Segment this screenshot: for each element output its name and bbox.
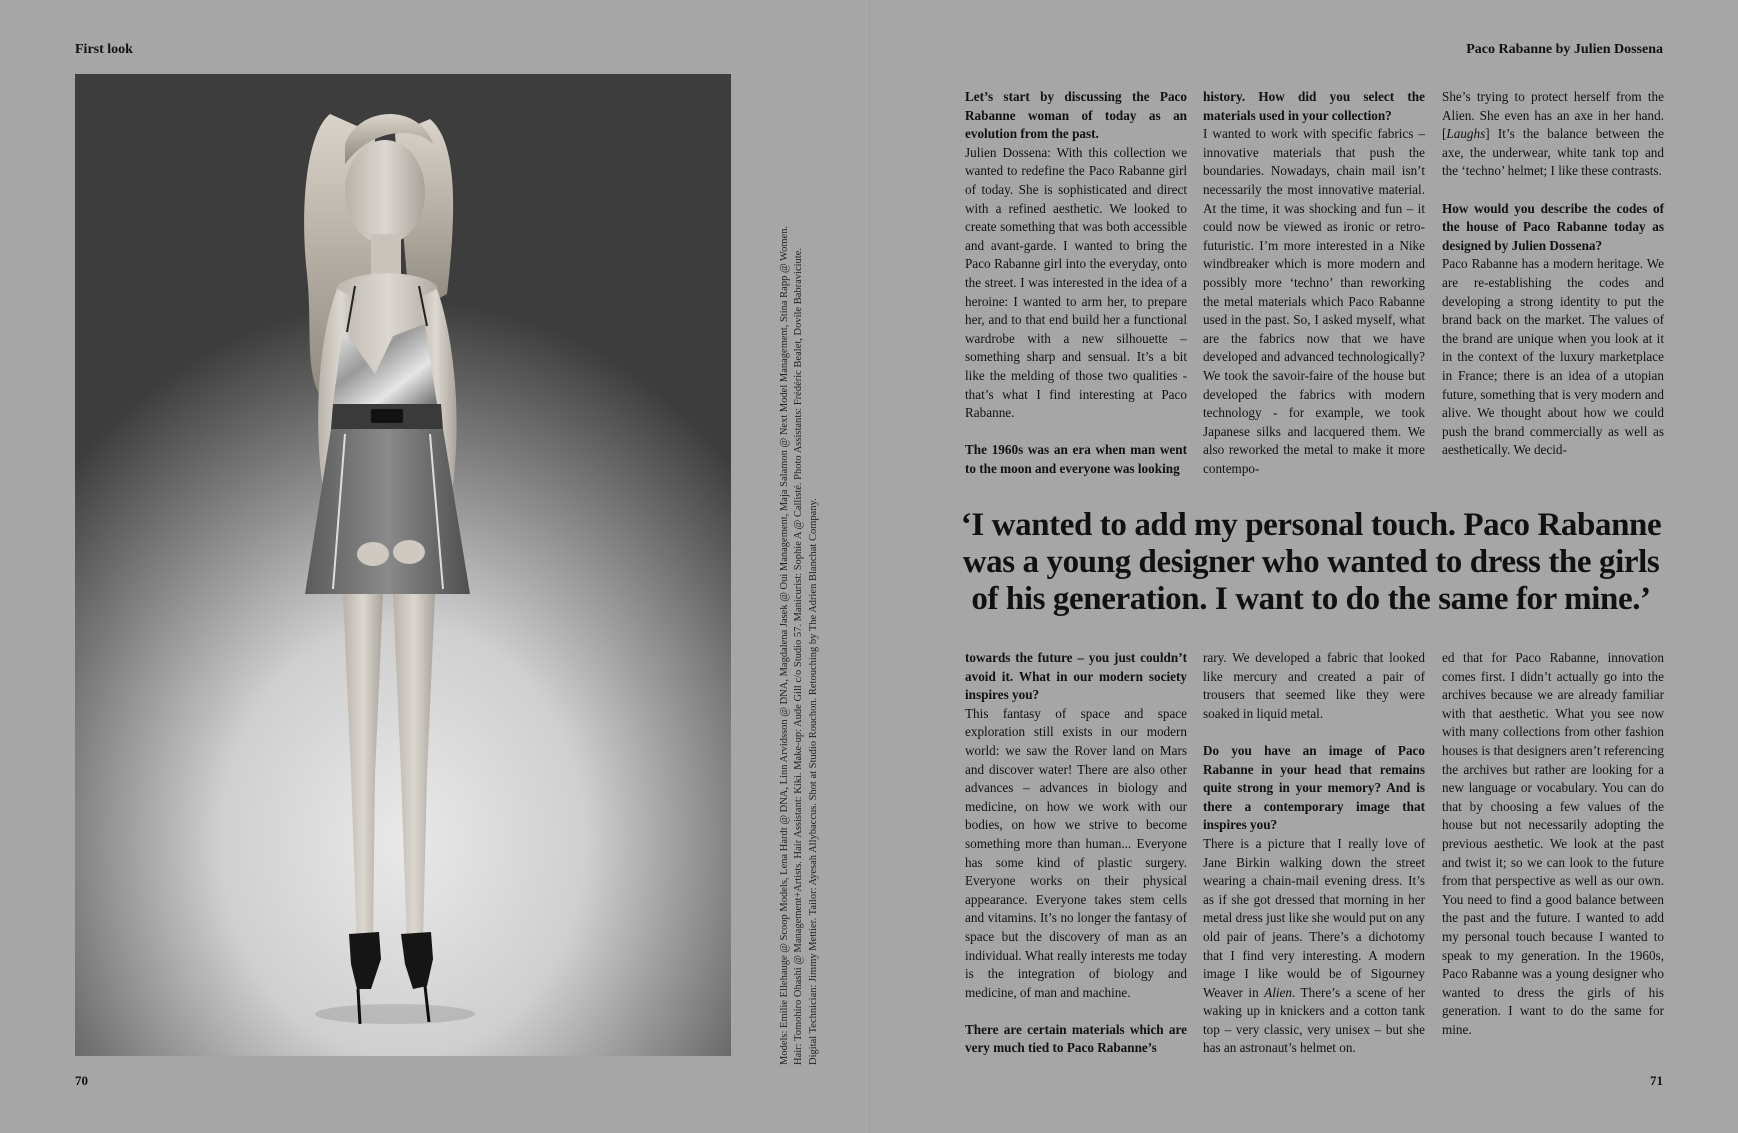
- text-column-1: [965, 88, 1187, 478]
- face: [345, 140, 425, 244]
- question: towards the future – you just couldn’t avoid it. What in our modern society inspires you?: [965, 650, 1187, 703]
- answer: rary. We developed a fabric that looked like mercury and created a pair of trousers that seemed like they were soaked in liquid metal.: [1203, 650, 1425, 721]
- answer: ed that for Paco Rabanne, innovation comes first. I didn’t actually go into the archives because we are already familiar with that aesthetic. What you see now with many collections from other fashion houses is that designers aren’t referencing the archives but rather are looking for a new language or vocabulary. You can do that by choosing a few values of the house but not necessarily adopting the previous aesthetic. We look at the past and twist it; so we can look to the future from that perspective as well as our own. You need to find a good balance between the past and the future. I wanted to add my personal touch because I wanted to speak to my generation. In the 1960s, Paco Rabanne was a young designer who wanted to dress the girls of his generation. I want to do the same for mine.: [1442, 650, 1664, 1037]
- answer: Julien Dossena: With this collection we wanted to redefine the Paco Rabanne girl of today. She is sophisticated and direct with a refined aesthetic. We looked to create something that was both accessible and avant-garde. I wanted to bring the Paco Rabanne girl into the everyday, onto the street. I was interested in the idea of a heroine: I wanted to arm her, to prepare her, and to that end build her a functional wardrobe with a new silhouette – something sharp and sensual. It’s a bit like the melding of those two qualities - that’s what I find interesting at Paco Rabanne.: [965, 144, 1187, 421]
- right-leg: [393, 594, 435, 944]
- answer: This fantasy of space and space exploration still exists in our modern world: we saw the Rover land on Mars and discover water! There are also other advances – advances in biology and medicine, on how we work with our bodies, on how we strive to become something more than human... Everyone has some kind of plastic surgery. Everyone works on their physical appearance. Everyone takes stem cells and vitamins. It’s no longer the fantasy of space but the discovery of man as an individual. What really interests me today is the integration of biology and medicine, of man and machine.: [965, 705, 1187, 1000]
- answer: Paco Rabanne has a modern heritage. We are re-establishing the codes and developing a strong identity to put the brand back on the market. The values of the brand are unique when you look at it in the context of the luxury marketplace in France; there is an idea of a utopian future, something that is very modern and alive. We thought about how we could push the brand commercially as well as aesthetically. We decid-: [1442, 256, 1664, 458]
- text-column-4: [965, 649, 1187, 1058]
- question: Do you have an image of Paco Rabanne in your head that remains quite strong in your memory? And is there a contemporary image that inspires you?: [1203, 742, 1425, 833]
- question: history. How did you select the materials used in your collection?: [1203, 89, 1425, 123]
- answer: She’s trying to protect herself from the Alien. She even has an axe in her hand. [Laughs] It’s the balance between the axe, the underwear, white tank top and the ‘techno’ helmet; I like these contrasts.: [1442, 89, 1664, 179]
- text-column-5: [1203, 649, 1425, 1058]
- credit-line: Hair: Tomohiro Ohashi @ Management+Artists. Hair Assistant: Kiki. Make-up: Aude Gill c/o Studio 57. Manicurist: Sophie A @ Callisté. Photo Assistants: Frédéric Bealet, Dovile Babraviciute.: [793, 248, 805, 1065]
- text-column-2: [1203, 88, 1425, 478]
- fashion-photo: [75, 74, 731, 1056]
- pull-quote: ‘I wanted to add my personal touch. Paco Rabanne was a young designer who wanted to dress the girls of his generation. I want to do the same for mine.’: [960, 507, 1662, 617]
- text-column-3: [1442, 88, 1664, 460]
- question: Let’s start by discussing the Paco Rabanne woman of today as an evolution from the past.: [965, 89, 1187, 142]
- left-leg: [343, 594, 383, 944]
- question: The 1960s was an era when man went to the moon and everyone was looking: [965, 442, 1187, 476]
- question: There are certain materials which are very much tied to Paco Rabanne’s: [965, 1021, 1187, 1056]
- page-number-left: 70: [75, 1073, 88, 1088]
- left-shoe: [349, 932, 381, 989]
- answer: I wanted to work with specific fabrics – innovative materials that push the boundaries. Nowadays, chain mail isn’t necessarily the most innovative material. At the time, it was shocking and fun – it could now be viewed as ironic or retro-futuristic. I’m more interested in a Nike windbreaker which is more modern and possibly more ‘techno’ than reworking the metal materials which Paco Rabanne used in the past. So, I asked myself, what are the fabrics now that we have developed and advanced technologically? We took the savoir-faire of the house but developed the fabrics with modern technology - for example, we took Japanese silks and lacquered them. We also reworked the metal to make it more contempo-: [1203, 126, 1425, 476]
- mini-skirt: [305, 429, 470, 594]
- question: How would you describe the codes of the house of Paco Rabanne today as designed by Julien Dossena?: [1442, 200, 1664, 253]
- credit-line: Digital Technician: Jimmy Mettier. Tailor: Ayesah Allybaccus. Shot at Studio Rouchon. Retouching by The Adrien Blanchat Company.: [807, 498, 819, 1065]
- spread-gutter: [869, 0, 870, 1133]
- section-label: First look: [75, 42, 133, 57]
- answer: There is a picture that I really love of Jane Birkin walking down the street wearing a chain-mail evening dress. It’s as if she got dressed that morning in her metal dress just like she would put on any old pair of jeans. There’s a dichotomy that I find very interesting. A modern image I like would be of Sigourney Weaver in Alien. There’s a scene of her waking up in knickers and a cotton tank top – very classic, very unisex – but she has an astronaut’s helmet on.: [1203, 835, 1425, 1056]
- text-column-6: [1442, 649, 1664, 1039]
- right-shoe: [401, 932, 433, 989]
- photo-credits: [778, 225, 821, 1065]
- credit-line: Models: Emilie Ellehauge @ Scoop Models, Lena Hardt @ DNA, Linn Arvidsson @ DNA, Magdalena Jasek @ Oui Management, Maja Salamon @ Next Model Management, Stina Rapp @ Women.: [779, 225, 790, 1065]
- page-number-right: 71: [1650, 1073, 1663, 1088]
- running-header: Paco Rabanne by Julien Dossena: [1466, 42, 1663, 57]
